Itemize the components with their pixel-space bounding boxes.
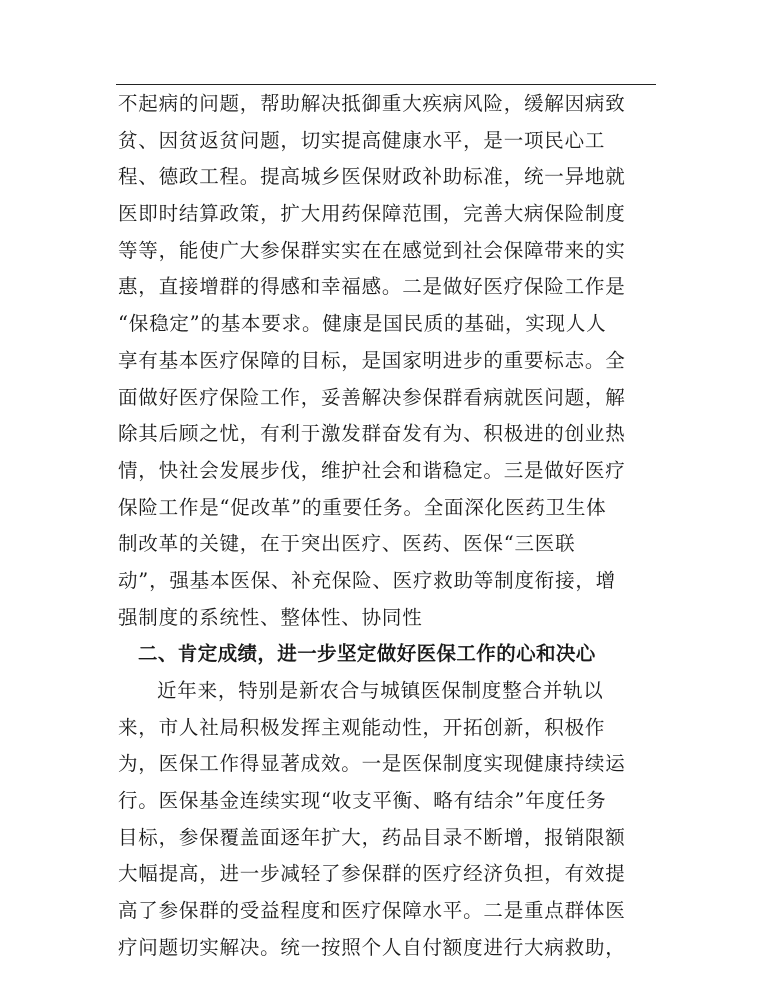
text-line: 来，市人社局积极发挥主观能动性，开拓创新，积极作: [118, 715, 606, 739]
text-line: 行。医保基金连续实现“收支平衡、略有结余”年度任务: [118, 789, 607, 813]
section-heading: 二、肯定成绩，进一步坚定做好医保工作的心和决心: [138, 642, 596, 666]
text-line: 情，快社会发展步伐，维护社会和谐稳定。三是做好医疗: [118, 458, 626, 482]
text-line: 面做好医疗保险工作，妥善解决参保群看病就医问题，解: [118, 385, 626, 409]
text-line: 大幅提高，进一步减轻了参保群的医疗经济负担，有效提: [118, 862, 626, 886]
text-line: 不起病的问题，帮助解决抵御重大疾病风险，缓解因病致: [118, 92, 626, 115]
text-line: 强制度的系统性、整体性、协同性: [118, 605, 423, 629]
text-line: 程、德政工程。提高城乡医保财政补助标准，统一异地就: [118, 165, 626, 189]
text-line: 动”，强基本医保、补充保险、医疗救助等制度衔接，增: [118, 568, 616, 592]
text-line: 等等，能使广大参保群实实在在感觉到社会保障带来的实: [118, 238, 626, 262]
text-line: 制改革的关键，在于突出医疗、医药、医保“三医联: [118, 532, 576, 556]
text-line: 目标，参保覆盖面逐年扩大，药品目录不断增，报销限额: [118, 825, 626, 849]
paragraph-first-line: 近年来，特别是新农合与城镇医保制度整合并轨以: [157, 679, 604, 702]
body-text: [118, 86, 638, 967]
text-line: 保险工作是“促改革”的重要任务。全面深化医药卫生体: [118, 495, 607, 519]
header-rule: [116, 84, 656, 85]
text-line: 惠，直接增群的得感和幸福感。二是做好医疗保险工作是: [118, 275, 626, 299]
text-line: 医即时结算政策，扩大用药保障范围，完善大病保险制度: [118, 202, 626, 226]
text-line: “保稳定”的基本要求。健康是国民质的基础，实现人人: [118, 312, 607, 336]
text-line: 为，医保工作得显著成效。一是医保制度实现健康持续运: [118, 752, 626, 776]
text-line: 贫、因贫返贫问题，切实提高健康水平，是一项民心工: [118, 128, 606, 152]
text-line: 享有基本医疗保障的目标，是国家明进步的重要标志。全: [118, 348, 626, 372]
text-line: 高了参保群的受益程度和医疗保障水平。二是重点群体医: [118, 899, 626, 923]
text-line: 疗问题切实解决。统一按照个人自付额度进行大病救助，: [118, 935, 626, 959]
text-line: 除其后顾之忧，有利于激发群奋发有为、积极进的创业热: [118, 422, 626, 446]
